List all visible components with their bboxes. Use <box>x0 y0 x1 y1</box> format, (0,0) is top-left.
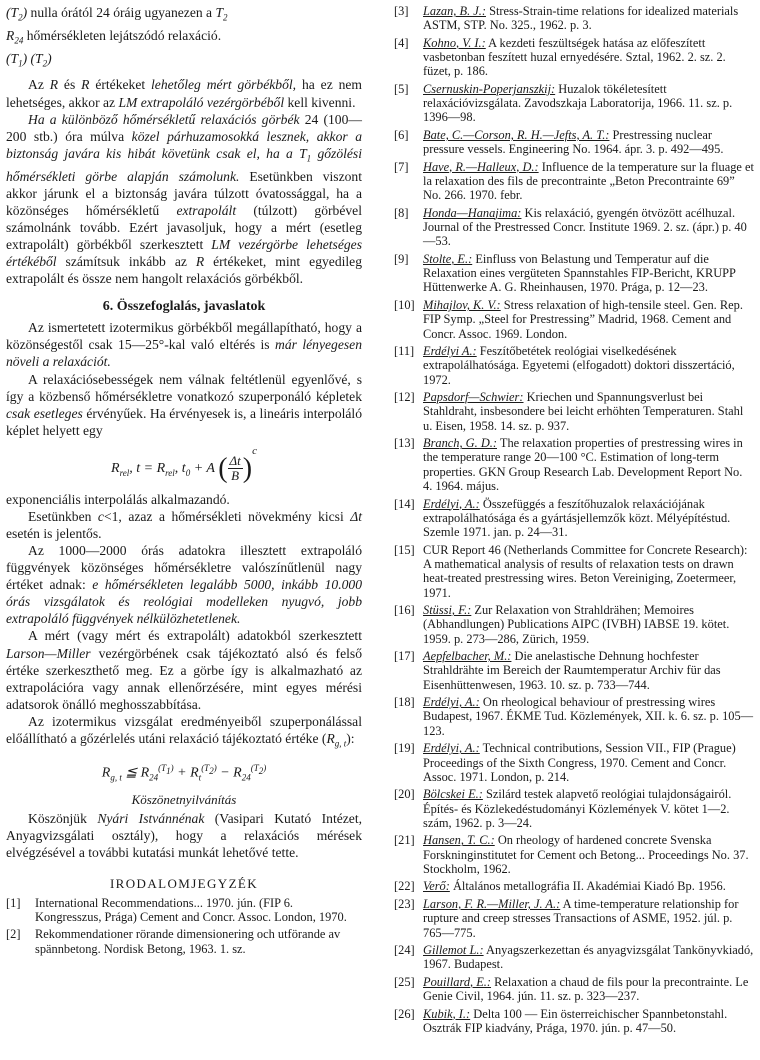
reference-author: Pouillard, E.: <box>423 974 492 989</box>
reference-text <box>423 206 754 249</box>
reference-text <box>423 252 754 295</box>
reference-details: Rekommendationer rörande dimensionering och utförande av spännbetong. Nordisk Betong, 1963. 1. sz. <box>35 927 341 956</box>
reference-text <box>423 897 754 940</box>
reference-author: Csernuskin-Poperjanszkij: <box>423 81 556 96</box>
reference-details: A kezdeti feszültségek hatása az előfeszített vasbetonban feszített huzal ernyedésére. Sztal, 1962. 2. sz. 2. füzet, p. 186. <box>423 35 726 79</box>
reference-item <box>394 436 754 493</box>
reference-number: [16] <box>394 603 415 618</box>
reference-text <box>423 787 754 830</box>
reference-item <box>394 833 754 876</box>
paragraph-isothermal: Az ismertetett izotermikus görbékből megállapítható, hogy a közönségestől csak 15—25°-kal való eltérés is már lényegesen növeli a relaxációt. <box>6 320 362 370</box>
reference-text <box>423 603 754 646</box>
reference-details: Zur Relaxation von Strahldrähen; Memoires (Abhandlungen) Publications AIPC (IVBH) IABSE 19. kötet. 1959. p. 273—286, Zürich, 1959. <box>423 603 730 646</box>
reference-author: Larson, F. R.—Miller, J. A.: <box>423 896 561 911</box>
reference-text <box>423 879 754 893</box>
acknowledgement-heading: Köszönetnyilvánítás <box>131 792 237 808</box>
reference-author: Kohno, V. I.: <box>423 35 486 50</box>
reference-details: International Recommendations... 1970. jún. (FIP 6. Kongresszus, Prága) Cement and Concr. Assoc. London, 1970. <box>35 895 347 924</box>
reference-number: [13] <box>394 436 415 451</box>
reference-author: Bölcskei E.: <box>423 787 483 802</box>
reference-text <box>423 298 754 341</box>
acknowledgement-text: Köszönjük Nyári Istvánnénak (Vasipari Kutató Intézet, Anyagvizsgálati osztály), hogy a relaxációs mérések elvégzésével a további kutatási munkát lehetővé tette. <box>6 811 362 861</box>
reference-details: Feszítőbetétek reológiai viselkedésének extrapolálhatósága. Egyetemi (elfogadott) doktori disszertáció, 1972. <box>423 344 735 387</box>
reference-item <box>394 128 754 157</box>
reference-item <box>394 603 754 646</box>
reference-text <box>423 497 754 540</box>
reference-number: [17] <box>394 649 415 664</box>
reference-text <box>423 344 754 387</box>
reference-author: Branch, G. D.: <box>423 436 497 451</box>
reference-text <box>423 975 754 1004</box>
reference-details: Anyagszerkezettan és anyagvizsgálat Tankönyvkiadó, 1967. Budapest. <box>423 943 754 972</box>
reference-number: [3] <box>394 4 409 18</box>
reference-text <box>423 82 754 125</box>
reference-text <box>423 741 754 784</box>
reference-item <box>394 897 754 940</box>
reference-author: Stolte, E.: <box>423 251 473 266</box>
formula-exponential-interpolation: $R_{rel}$, $t = R_{rel}$, $t_0 + A$ ( $\frac{\Delta t}{B}$ )$^c$ <box>111 444 257 484</box>
reference-details: Stress relaxation of high-tensile steel. Gen. Rep. FIP Symp. „Steel for Prestressing” Madrid, 1968. Cement and Concr. Assoc. 1969. London. <box>423 297 743 341</box>
reference-author: Erdélyi, A.: <box>423 496 480 511</box>
paragraph-parallel-curves: Ha a különböző hőmérsékletű relaxációs görbék 24 (100—200 stb.) óra múlva közel párhuzamosokká lesznek, akkor a biztonság javára kis hibát követünk csak el, ha a $T_1$ gőzölési hőmérsékleti görbe alapján számolunk. Esetünkben viszont akkor járunk el a biztonság javára túlzott óvatossággal, ha a közönséges hőmérsékletű extrapolált (túlzott) görbével számolnánk tovább. Ezért javasoljuk, hogy a mért (esetleg extrapolált) görbékből szerkesztett LM vezérgörbe lehetséges értékéből számítsuk inkább az R értékeket, mint egyedileg extrapolált és össze nem hangolt relaxációs görbékből. <box>6 111 363 287</box>
reference-text <box>423 390 754 433</box>
paragraph-superposition: Az izotermikus vizsgálat eredményeiből szuperponálással előállítható a gőzérlelés utáni relaxáció tájékoztató értéke $(R_{g, t})$: <box>6 713 362 749</box>
formula-fraction <box>228 454 243 483</box>
reference-details: Prestressing nuclear pressure vessels. Engineering No. 1964. ápr. 3. p. 492—495. <box>423 127 724 157</box>
reference-number: [4] <box>394 35 409 50</box>
reference-item <box>394 344 754 387</box>
reference-author: Mihajlov, K. V.: <box>423 297 501 312</box>
reference-item <box>394 943 754 972</box>
reference-item <box>394 695 754 738</box>
references-heading: IRODALOMJEGYZÉK <box>109 875 259 891</box>
reference-number: [14] <box>394 496 415 511</box>
formula-numerator: Δt <box>229 453 241 469</box>
paragraph-c-less-than-one: Esetünkben c<1, azaz a hőmérsékleti növekmény kicsi Δt esetén is jelentős. <box>6 508 362 541</box>
reference-number: [6] <box>394 127 409 142</box>
reference-text <box>423 649 754 692</box>
reference-number: [1] <box>6 895 21 910</box>
section-heading-summary: 6. Összefoglalás, javaslatok <box>102 299 266 315</box>
reference-details: CUR Report 46 (Netherlands Committee for Concrete Research): A mathematical analysis of results of relaxation tests on drawn heat-treated prestressing wires. Beton Vereiniging, Zoetermeer, 1971. <box>423 542 748 600</box>
reference-number: [24] <box>394 943 415 958</box>
reference-text <box>423 128 754 157</box>
formula-superposition: $R_{g, t}$ ≦ $R_{24}^{(T_1)} + R_t^{(T_2)} - R_{24}^{(T_2)}$ <box>101 762 267 783</box>
reference-number: [25] <box>394 974 415 989</box>
reference-text <box>423 160 754 203</box>
reference-text <box>423 36 754 79</box>
reference-item <box>394 390 754 433</box>
reference-author: Erdélyi, A.: <box>423 695 480 710</box>
reference-number: [11] <box>394 344 415 359</box>
reference-number: [7] <box>394 159 409 174</box>
reference-item <box>394 160 754 203</box>
reference-details: Huzalok tökéletesített relaxációvizsgálata. Zavodszkaja Laboratorija, 1966. 11. sz. p. 1396—98. <box>423 81 733 125</box>
reference-number: [12] <box>394 390 415 405</box>
reference-text <box>423 543 754 600</box>
references-list-right <box>394 4 754 1035</box>
reference-author: Stüssi, F.: <box>423 603 472 618</box>
right-column <box>394 4 754 1038</box>
reference-text <box>35 927 362 956</box>
reference-item <box>394 298 754 341</box>
reference-details: On rheological behaviour of prestressing wires Budapest, 1967. ÉKME Tud. Közlemények, XII. k. 6. sz. p. 105—123. <box>423 695 754 738</box>
reference-number: [21] <box>394 833 415 848</box>
reference-details: A time-temperature relationship for rupture and creep stresses Transactions of ASME, 1952. júl. p. 765—775. <box>423 896 739 940</box>
reference-author: Gillemot L.: <box>423 943 484 958</box>
reference-author: Have, R.—Halleux, D.: <box>423 159 539 174</box>
paragraph-temperature-definition: $(T_2)$ nulla órától 24 óráig ugyanezen a $T_2$ $R_{24}$ hőmérsékleten lejátszódó relaxáció. $(T_1)$ $(T_2)$ <box>6 5 228 69</box>
reference-text <box>423 436 754 493</box>
reference-number: [2] <box>6 927 21 942</box>
reference-item <box>394 975 754 1004</box>
reference-text <box>423 1007 754 1036</box>
reference-text <box>423 943 754 972</box>
reference-author: Erdélyi A.: <box>423 344 477 359</box>
reference-item <box>6 896 362 925</box>
reference-author: Kubik, I.: <box>423 1006 471 1021</box>
references-list-left <box>6 896 362 956</box>
reference-item <box>6 927 362 956</box>
reference-author: Bate, C.—Corson, R. H.—Jefts, A. T.: <box>423 127 610 142</box>
reference-item <box>394 206 754 249</box>
reference-author: Papsdorf—Schwier: <box>423 390 524 405</box>
reference-number: [5] <box>394 81 409 96</box>
reference-item <box>394 787 754 830</box>
reference-item <box>394 82 754 125</box>
paragraph-exponential: exponenciális interpolálás alkalmazandó. <box>6 491 230 507</box>
reference-text <box>423 695 754 738</box>
reference-item <box>394 4 754 33</box>
reference-details: Die anelastische Dehnung hochfester Strahldrähte im Bereich der Raumtemperatur Archiv für das Eisenhüttenwesen, 1963. 10. sz. p. 733—744. <box>423 649 721 692</box>
reference-details: Szilárd testek alapvető reológiai tulajdonságairól. Építés- és Közlekedéstudományi Közlemények V. kötet 1—2. szám, 1962. p. 3—24. <box>423 787 732 830</box>
reference-author: Erdélyi, A.: <box>423 741 480 756</box>
reference-details: Technical contributions, Session VII., FIP (Prague) Proceedings of the Sixth Congress, 1970. Cement and Concr. Assoc. 1971. London, p. 214. <box>423 741 736 784</box>
reference-details: Általános metallográfia II. Akadémiai Kiadó Bp. 1956. <box>449 879 726 894</box>
reference-details: Összefüggés a feszítőhuzalok relaxációjának extrapolálhatósága és a gyártásjellemzők közt. Mélyépítéstud. Szemle 1971. jan. p. 24—31. <box>423 496 731 540</box>
formula-lhs: $R_{rel}$, $t = R_{rel}$, $t_0 + A$ <box>111 460 215 478</box>
reference-details: Relaxation a chaud de fils pour la precontrainte. Le Genie Civil, 1964. jún. 11. sz. p. 323—237. <box>423 974 749 1004</box>
paragraph-relaxation-rates: A relaxációsebességek nem válnak feltétlenül egyenlővé, s így a közbenső hőmérsékletre vonatkozó szuperponáló képletek csak esetleges érvényűek. Ha érvényesek is, a lineáris interpoláló képlet helyett egy <box>6 371 363 438</box>
reference-item <box>394 36 754 79</box>
reference-number: [15] <box>394 542 415 557</box>
reference-number: [10] <box>394 297 415 312</box>
reference-details: On rheology of hardened concrete Svenska Forskninginstitutet for Cement och Betong... Proceedings No. 37. Stockholm, 1962. <box>423 833 749 876</box>
reference-author: Hansen, T. C.: <box>423 833 495 848</box>
reference-item <box>394 879 754 893</box>
reference-item <box>394 543 754 600</box>
reference-author: Verő: <box>423 879 450 894</box>
reference-author: Lazan, B. J.: <box>423 4 486 18</box>
formula-exponent: c <box>252 444 257 457</box>
reference-number: [19] <box>394 741 415 756</box>
paragraph-r-values: Az R és R értékeket lehetőleg mért görbékből, ha ez nem lehetséges, akkor az LM extrapoláló vezérgörbéből kell kivenni. <box>6 77 363 110</box>
reference-author: Aepfelbacher, M.: <box>423 649 512 664</box>
reference-item <box>394 649 754 692</box>
reference-number: [18] <box>394 695 415 710</box>
reference-number: [8] <box>394 205 409 220</box>
reference-number: [22] <box>394 879 415 894</box>
reference-details: Influence de la temperature sur la fluage et la relaxation des fils de precontrainte „Beton Precontrainte 69” No. 266. 1970. febr. <box>423 159 754 203</box>
paragraph-larson-miller: A mért (vagy mért és extrapolált) adatokból szerkesztett Larson—Miller vezérgörbének csak tájékoztató alsó és felső értéke szerkeszthető meg. Ez a görbe így is alkalmazható az extrapolációra vagy annak ellenőrzésére, mint egyes mérési adatsorok önálló meghosszabbítása. <box>6 628 362 712</box>
reference-author: Honda—Hanajima: <box>423 205 522 220</box>
reference-item <box>394 252 754 295</box>
reference-details: Kis relaxáció, gyengén ötvözött acélhuzal. Journal of the Prestressed Concr. Institute 1969. 2. sz. (ápr.) p. 40—53. <box>423 205 747 249</box>
reference-details: Einfluss von Belastung und Temperatur auf die Relaxation eines vergüteten Spannstahles FIP-Bericht, KRUPP Hüttenwerke A. G. Rheinhausen, 1970. Prága, p. 12—23. <box>423 251 736 295</box>
left-column <box>6 4 362 959</box>
formula-denominator: B <box>231 468 240 484</box>
reference-number: [26] <box>394 1006 415 1021</box>
reference-number: [20] <box>394 787 415 802</box>
reference-text <box>423 833 754 876</box>
reference-details: Delta 100 — Ein österreichischer Spannbetonstahl. Osztrák FIP kiadvány, Prága, 1970. jún. p. 47—50. <box>423 1006 728 1035</box>
reference-details: The relaxation properties of prestressing wires in the temperature range 20—100 °C. Estimation of long-term properties. GKN Group Research Lab. Development Report No. 4. 1964. május. <box>423 436 743 494</box>
reference-item <box>394 741 754 784</box>
reference-item <box>394 497 754 540</box>
reference-item <box>394 1007 754 1036</box>
reference-text <box>35 896 362 925</box>
reference-details: Kriechen und Spannungsverlust bei Stahldraht, insbesondere bei leicht erhöhten Temperaturen. Stahl u. Eisen, 1958. 14. sz. p. 937. <box>423 390 744 433</box>
reference-number: [23] <box>394 896 415 911</box>
paragraph-extrapolation: Az 1000—2000 órás adatokra illesztett extrapoláló függvények közönséges hőmérsékletre valószínűtlenül nagy értéket adnak: e hőmérsékleten legalább 5000, inkább 10.000 órás vizsgálatok és reológiai modelleken nyugvó, jobb extrapoláló függvények nélkülözhetetlenek. <box>6 543 363 627</box>
reference-number: [9] <box>394 251 409 266</box>
reference-text <box>423 4 754 33</box>
reference-details: Stress-Strain-time relations for idealized materials ASTM, STP. No. 325., 1962. p. 3. <box>423 4 739 33</box>
